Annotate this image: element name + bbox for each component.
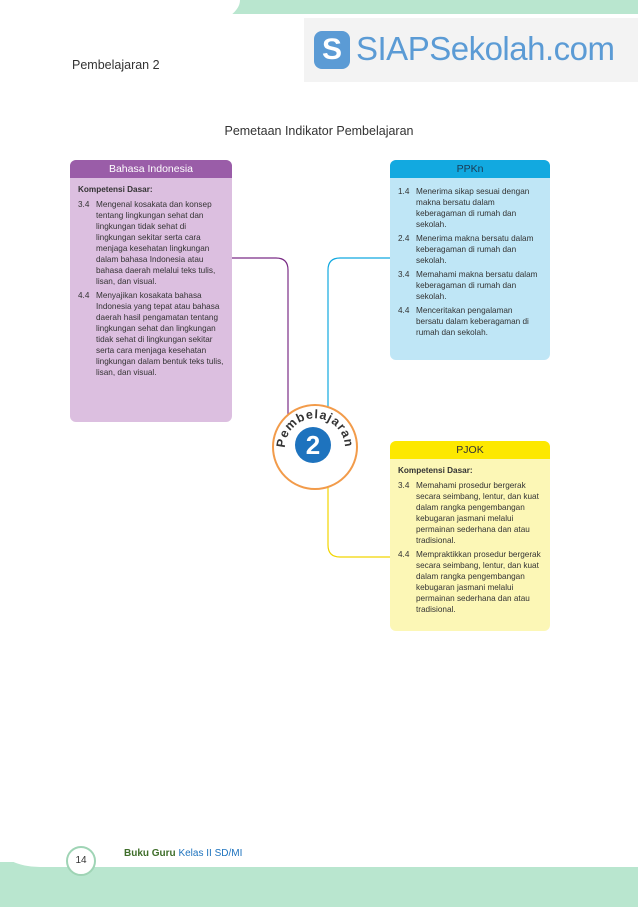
item-number: 4.4 — [78, 291, 90, 300]
panel-pjok-title: PJOK — [390, 441, 550, 459]
item-text: Mengenal kosakata dan konsep tentang lingkungan sehat dan lingkungan tidak sehat di lingkungan sekitar serta cara menjaga kesehatan lingkungan dalam bahasa Indonesia atau bahasa daerah melalui teks tulis, lisan, dan visual. — [96, 200, 216, 286]
item-number: 3.4 — [398, 270, 410, 279]
badge-number: 2 — [295, 427, 331, 463]
panel-bahasa-indonesia-body — [70, 178, 232, 387]
list-item — [78, 290, 224, 378]
list-item — [398, 549, 542, 615]
kd-label: Kompetensi Dasar: — [78, 185, 153, 194]
item-text: Memahami makna bersatu dalam keberagaman di rumah dan sekolah. — [416, 270, 538, 301]
panel-ppkn-body — [390, 178, 550, 347]
item-number: 2.4 — [398, 234, 410, 243]
panel-pjok-body — [390, 459, 550, 624]
list-item — [398, 186, 542, 230]
list-item — [398, 305, 542, 338]
watermark-logo-icon: S — [314, 31, 350, 69]
list-item — [398, 233, 542, 266]
item-number: 3.4 — [398, 481, 410, 490]
item-text: Memahami prosedur bergerak secara seimbang, lentur, dan kuat dalam rangka pengembangan kebugaran jasmani melalui permainan sederhana dan atau tradisional. — [416, 481, 539, 545]
badge-arc-label: Pembelajaran — [273, 407, 357, 449]
connector-pjok — [328, 480, 390, 557]
list-item — [398, 480, 542, 546]
item-text: Menceritakan pengalaman bersatu dalam keberagaman di rumah dan sekolah. — [416, 306, 529, 337]
map-title: Pemetaan Indikator Pembelajaran — [224, 124, 414, 138]
item-number: 4.4 — [398, 550, 410, 559]
panel-pjok — [390, 441, 550, 631]
footer-book-title — [124, 848, 242, 859]
watermark-text: SIAPSekolah.com — [356, 30, 615, 67]
item-text: Menerima makna bersatu dalam keberagaman di rumah dan sekolah. — [416, 234, 534, 265]
item-number: 1.4 — [398, 187, 410, 196]
list-item — [398, 269, 542, 302]
footer-book-label: Buku Guru — [124, 848, 176, 859]
item-number: 4.4 — [398, 306, 410, 315]
connector-bahasa-indonesia — [232, 258, 288, 420]
footer-band — [0, 862, 638, 907]
panel-ppkn-title: PPKn — [390, 160, 550, 178]
page-number: 14 — [66, 846, 96, 876]
page-header-title: Pembelajaran 2 — [72, 58, 160, 72]
item-number: 3.4 — [78, 200, 90, 209]
panel-ppkn — [390, 160, 550, 360]
footer-class-label: Kelas II SD/MI — [178, 848, 243, 859]
item-text: Mempraktikkan prosedur bergerak secara seimbang, lentur, dan kuat dalam rangka pengembangan kebugaran jasmani melalui permainan sederhana dan atau tradisional. — [416, 550, 541, 614]
item-text: Menyajikan kosakata bahasa Indonesia yang tepat atau bahasa daerah hasil pengamatan tentang lingkungan sehat dan lingkungan tidak sehat di lingkungan sekitar serta cara menjaga kesehatan lingkungan dalam bentuk teks tulis, lisan, dan visual. — [96, 291, 224, 377]
kd-label: Kompetensi Dasar: — [398, 466, 473, 475]
connector-ppkn — [328, 258, 390, 410]
list-item — [78, 199, 224, 287]
panel-bahasa-indonesia — [70, 160, 232, 422]
panel-bahasa-indonesia-title: Bahasa Indonesia — [70, 160, 232, 178]
item-text: Menerima sikap sesuai dengan makna bersatu dalam keberagaman di rumah dan sekolah. — [416, 187, 530, 229]
